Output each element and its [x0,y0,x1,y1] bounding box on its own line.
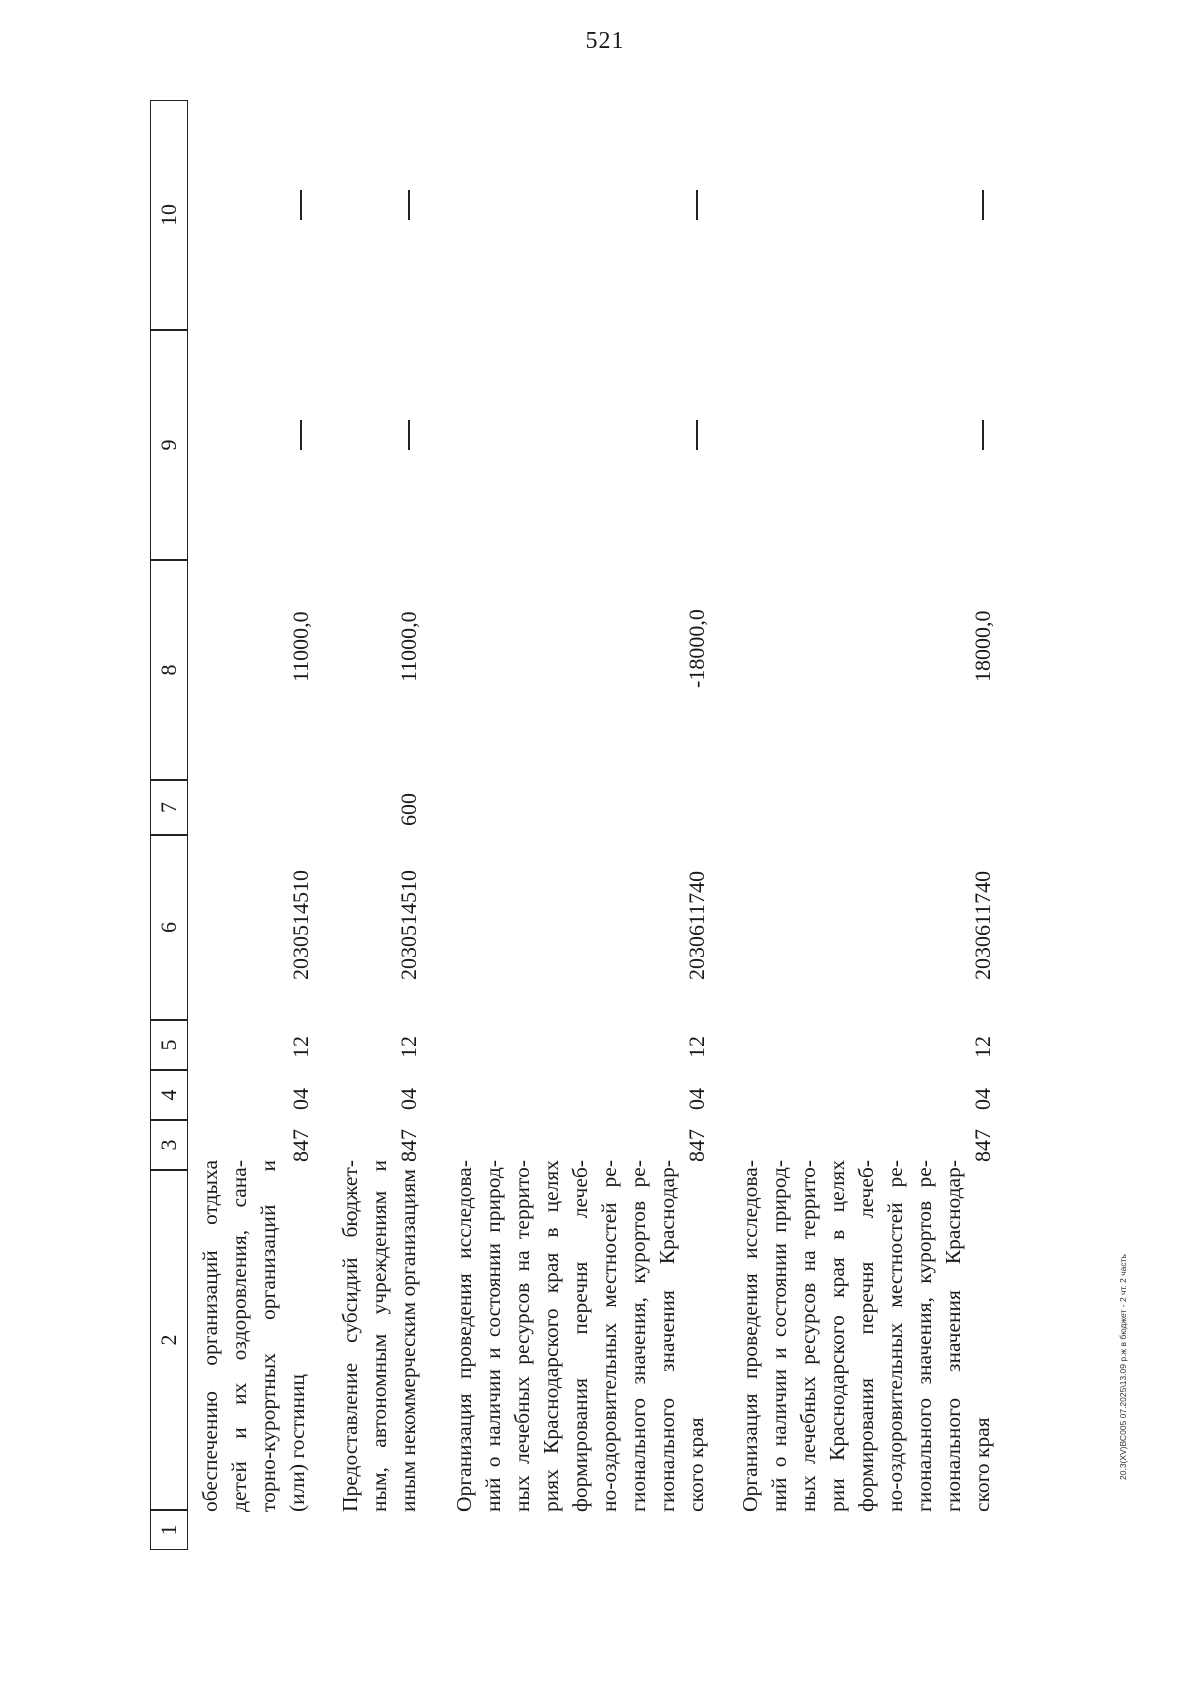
row-4-c8: 18000,0 [970,610,995,682]
row-4-line-8: гионального значения Краснодар- [941,1160,965,1512]
row-3-c9-dash [696,420,698,450]
row-4-line-9: ского края [970,1417,994,1512]
row-1-line-1: обеспечению организаций отдыха [198,1160,222,1512]
row-2-line-1: Предоставление субсидий бюджет- [338,1160,362,1512]
row-2-c8: 11000,0 [396,611,421,682]
row-3-line-8: гионального значения Краснодар- [655,1160,679,1512]
row-1-c9-dash [300,420,302,450]
row-2-description [336,1160,423,1512]
row-2-c6: 2030514510 [396,870,421,980]
row-2-c4: 04 [396,1088,421,1110]
row-3-line-4: риях Краснодарского края в целях [539,1160,563,1512]
row-3-c8: -18000,0 [684,609,709,688]
row-3-c3: 847 [684,1129,709,1162]
header-col-4: 4 [150,1070,188,1120]
row-3-line-1: Организация проведения исследова- [452,1160,476,1512]
row-2-c3: 847 [396,1129,421,1162]
header-col-8: 8 [150,560,188,780]
row-1-c8: 11000,0 [288,611,313,682]
row-4-line-3: ных лечебных ресурсов на террито- [796,1160,820,1512]
header-col-3: 3 [150,1120,188,1170]
row-1-line-3: торно-курортных организаций и [256,1160,280,1512]
row-1-c4: 04 [288,1088,313,1110]
row-3-c4: 04 [684,1088,709,1110]
header-col-7: 7 [150,780,188,835]
row-3-line-7: гионального значения, курортов ре- [626,1160,650,1512]
page-number: 521 [585,28,625,54]
row-3-line-3: ных лечебных ресурсов на террито- [510,1160,534,1512]
header-col-9: 9 [150,330,188,560]
row-2-c5: 12 [396,1036,421,1058]
row-1-description [196,1160,312,1512]
row-1-c5: 12 [288,1036,313,1058]
row-3-c5: 12 [684,1036,709,1058]
budget-table [150,90,1110,1550]
row-4-c10-dash [982,190,984,220]
row-4-line-7: гионального значения, курортов ре- [912,1160,936,1512]
row-4-c6: 2030611740 [970,870,995,980]
row-1-c6: 2030514510 [288,870,313,980]
header-col-5: 5 [150,1020,188,1070]
row-3-line-5: формирования перечня лечеб- [568,1160,592,1512]
document-footer [1118,1120,1132,1480]
row-1-line-4: (или) гостиниц [285,1374,309,1512]
row-4-c9-dash [982,420,984,450]
header-col-2: 2 [150,1170,188,1510]
footer-code: 20.3(XV)ВС005 07.2025\13.09 р.ж в бюджет - 2 чт. 2 часть [1118,1254,1128,1480]
row-2-c10-dash [408,190,410,220]
header-col-10: 10 [150,100,188,330]
row-2-c9-dash [408,420,410,450]
row-3-c6: 2030611740 [684,870,709,980]
row-4-c5: 12 [970,1036,995,1058]
row-3-line-2: ний о наличии и состоянии природ- [481,1160,505,1512]
row-1-c3: 847 [288,1129,313,1162]
row-1-line-2: детей и их оздоровления, сана- [227,1160,251,1512]
row-4-line-6: но-оздоровительных местностей ре- [883,1160,907,1512]
row-2-c7: 600 [396,793,421,826]
row-4-description [736,1160,997,1512]
row-2-line-2: ным, автономным учреждениям и [367,1160,391,1512]
row-3-line-6: но-оздоровительных местностей ре- [597,1160,621,1512]
row-4-line-4: рии Краснодарского края в целях [825,1160,849,1512]
row-3-c10-dash [696,190,698,220]
row-2-line-3: иным некоммерческим организациям [396,1169,420,1512]
row-4-c3: 847 [970,1129,995,1162]
row-4-line-2: ний о наличии и состоянии природ- [767,1160,791,1512]
header-col-1: 1 [150,1510,188,1550]
row-4-line-5: формирования перечня лечеб- [854,1160,878,1512]
row-3-line-9: ского края [684,1417,708,1512]
row-4-line-1: Организация проведения исследова- [738,1160,762,1512]
row-3-description [450,1160,711,1512]
row-4-c4: 04 [970,1088,995,1110]
header-col-6: 6 [150,835,188,1020]
row-1-c10-dash [300,190,302,220]
